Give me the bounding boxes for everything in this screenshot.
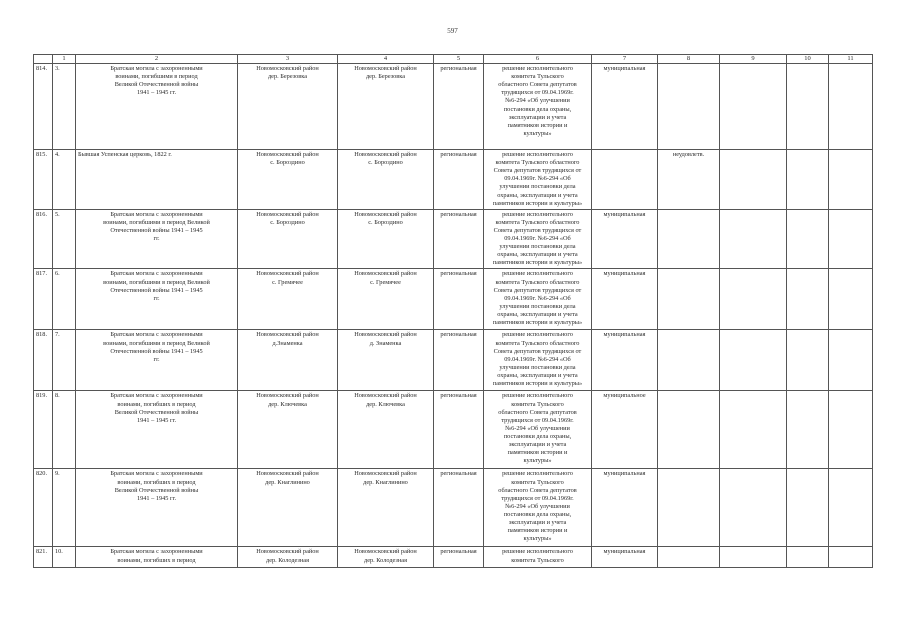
row-number: 814.	[34, 64, 53, 150]
address: Новомосковский район д. Знаменка	[338, 330, 434, 391]
table-row	[34, 209, 873, 269]
monuments-register-table	[33, 54, 873, 568]
cell-9	[720, 547, 787, 568]
location: Новомосковский район дер. Колодезная	[238, 547, 338, 568]
cell-11	[829, 469, 873, 547]
table-row	[34, 330, 873, 391]
location: Новомосковский район д.Знаменка	[238, 330, 338, 391]
condition	[658, 209, 720, 269]
location: Новомосковский район с. Бороздино	[238, 150, 338, 210]
header-cell: 1	[53, 55, 76, 64]
cell-10	[787, 64, 829, 150]
item-number: 4.	[53, 150, 76, 210]
decision: решение исполнительного комитета Тульского областного Совета депутатов трудящихся от 09.04.1969г. №6-294 «Об улучшении постановки дела охраны, эксплуатации и учета памятников истории и культуры»	[484, 150, 592, 210]
cell-10	[787, 269, 829, 330]
row-number: 819.	[34, 391, 53, 469]
item-number: 10.	[53, 547, 76, 568]
header-cell: 4	[338, 55, 434, 64]
decision: решение исполнительного комитета Тульского областного Совета депутатов трудящихся от 09.04.1969г. №6-294 «Об улучшении постановки дела охраны, эксплуатации и учета памятников истории и культуры»	[484, 330, 592, 391]
cell-9	[720, 391, 787, 469]
header-cell: 2	[76, 55, 238, 64]
object-name: Братская могила с захороненными воинами, погибшими в период Великой Отечественной войны 1941 – 1945 гг.	[76, 269, 238, 330]
address: Новомосковский район дер. Колодезная	[338, 547, 434, 568]
condition	[658, 469, 720, 547]
cell-11	[829, 150, 873, 210]
category: региональная	[434, 269, 484, 330]
cell-9	[720, 269, 787, 330]
location: Новомосковский район с. Бороздино	[238, 209, 338, 269]
cell-11	[829, 391, 873, 469]
table-row	[34, 150, 873, 210]
decision: решение исполнительного комитета Тульского областного Совета депутатов трудящихся от 09.04.1969г. №6-294 «Об улучшении постановки дела охраны, эксплуатации и учета памятников истории и культуры»	[484, 391, 592, 469]
category: региональная	[434, 547, 484, 568]
object-name: Братская могила с захороненными воинами, погибших в период	[76, 547, 238, 568]
category: региональная	[434, 150, 484, 210]
condition: неудовлетв.	[658, 150, 720, 210]
cell-10	[787, 330, 829, 391]
table-row	[34, 469, 873, 547]
row-number: 821.	[34, 547, 53, 568]
address: Новомосковский район с. Гремячее	[338, 269, 434, 330]
object-name: Братская могила с захороненными воинами, погибшими в период Великой Отечественной войны 1941 – 1945 гг.	[76, 330, 238, 391]
location: Новомосковский район с. Гремячее	[238, 269, 338, 330]
condition	[658, 64, 720, 150]
address: Новомосковский район дер. Березовка	[338, 64, 434, 150]
cell-11	[829, 64, 873, 150]
ownership: муниципальная	[592, 469, 658, 547]
cell-11	[829, 209, 873, 269]
header-cell	[34, 55, 53, 64]
object-name: Братская могила с захороненными воинами, погибшими в период Великой Отечественной войны 1941 – 1945 гг.	[76, 64, 238, 150]
decision: решение исполнительного комитета Тульского	[484, 547, 592, 568]
item-number: 6.	[53, 269, 76, 330]
table-row	[34, 64, 873, 150]
object-name: Братская могила с захороненными воинами, погибшими в период Великой Отечественной войны 1941 – 1945 гг.	[76, 209, 238, 269]
header-cell: 8	[658, 55, 720, 64]
cell-9	[720, 209, 787, 269]
object-name: Бывшая Успенская церковь, 1822 г.	[76, 150, 238, 210]
condition	[658, 269, 720, 330]
condition	[658, 547, 720, 568]
category: региональная	[434, 209, 484, 269]
row-number: 815.	[34, 150, 53, 210]
item-number: 9.	[53, 469, 76, 547]
address: Новомосковский район дер. Ключевка	[338, 391, 434, 469]
location: Новомосковский район дер. Березовка	[238, 64, 338, 150]
table-row	[34, 391, 873, 469]
ownership: муниципальная	[592, 209, 658, 269]
cell-9	[720, 64, 787, 150]
cell-9	[720, 150, 787, 210]
address: Новомосковский район с. Бороздино	[338, 209, 434, 269]
condition	[658, 391, 720, 469]
category: региональная	[434, 391, 484, 469]
cell-10	[787, 391, 829, 469]
address: Новомосковский район с. Бороздино	[338, 150, 434, 210]
item-number: 7.	[53, 330, 76, 391]
ownership: муниципальная	[592, 64, 658, 150]
row-number: 820.	[34, 469, 53, 547]
ownership: муниципальная	[592, 330, 658, 391]
location: Новомосковский район дер. Ключевка	[238, 391, 338, 469]
header-cell: 5	[434, 55, 484, 64]
cell-11	[829, 547, 873, 568]
row-number: 816.	[34, 209, 53, 269]
address: Новомосковский район дер. Кнаглинино	[338, 469, 434, 547]
header-cell: 9	[720, 55, 787, 64]
header-cell: 7	[592, 55, 658, 64]
cell-9	[720, 469, 787, 547]
cell-11	[829, 330, 873, 391]
cell-10	[787, 547, 829, 568]
cell-11	[829, 269, 873, 330]
item-number: 8.	[53, 391, 76, 469]
page-number: 597	[447, 27, 458, 35]
cell-9	[720, 330, 787, 391]
row-number: 817.	[34, 269, 53, 330]
object-name: Братская могила с захороненными воинами, погибших в период Великой Отечественной войны 1941 – 1945 гг.	[76, 391, 238, 469]
decision: решение исполнительного комитета Тульского областного Совета депутатов трудящихся от 09.04.1969г. №6-294 «Об улучшении постановки дела охраны, эксплуатации и учета памятников истории и культуры»	[484, 209, 592, 269]
decision: решение исполнительного комитета Тульского областного Совета депутатов трудящихся от 09.04.1969г. №6-294 «Об улучшении постановки дела охраны, эксплуатации и учета памятников истории и культуры»	[484, 269, 592, 330]
condition	[658, 330, 720, 391]
header-cell: 10	[787, 55, 829, 64]
location: Новомосковский район дер. Кнаглинино	[238, 469, 338, 547]
header-row	[34, 55, 873, 64]
ownership: муниципальная	[592, 269, 658, 330]
category: региональная	[434, 64, 484, 150]
header-cell: 6	[484, 55, 592, 64]
category: региональная	[434, 330, 484, 391]
header-cell: 3	[238, 55, 338, 64]
category: региональная	[434, 469, 484, 547]
object-name: Братская могила с захороненными воинами, погибших в период Великой Отечественной войны 1941 – 1945 гг.	[76, 469, 238, 547]
table-row	[34, 269, 873, 330]
ownership: муниципальное	[592, 391, 658, 469]
row-number: 818.	[34, 330, 53, 391]
header-cell: 11	[829, 55, 873, 64]
cell-10	[787, 469, 829, 547]
ownership	[592, 150, 658, 210]
ownership: муниципальная	[592, 547, 658, 568]
item-number: 3.	[53, 64, 76, 150]
cell-10	[787, 150, 829, 210]
table-row	[34, 547, 873, 568]
item-number: 5.	[53, 209, 76, 269]
decision: решение исполнительного комитета Тульского областного Совета депутатов трудящихся от 09.04.1969г. №6-294 «Об улучшении постановки дела охраны, эксплуатации и учета памятников истории и культуры»	[484, 64, 592, 150]
decision: решение исполнительного комитета Тульского областного Совета депутатов трудящихся от 09.04.1969г. №6-294 «Об улучшении постановки дела охраны, эксплуатации и учета памятников истории и культуры»	[484, 469, 592, 547]
cell-10	[787, 209, 829, 269]
